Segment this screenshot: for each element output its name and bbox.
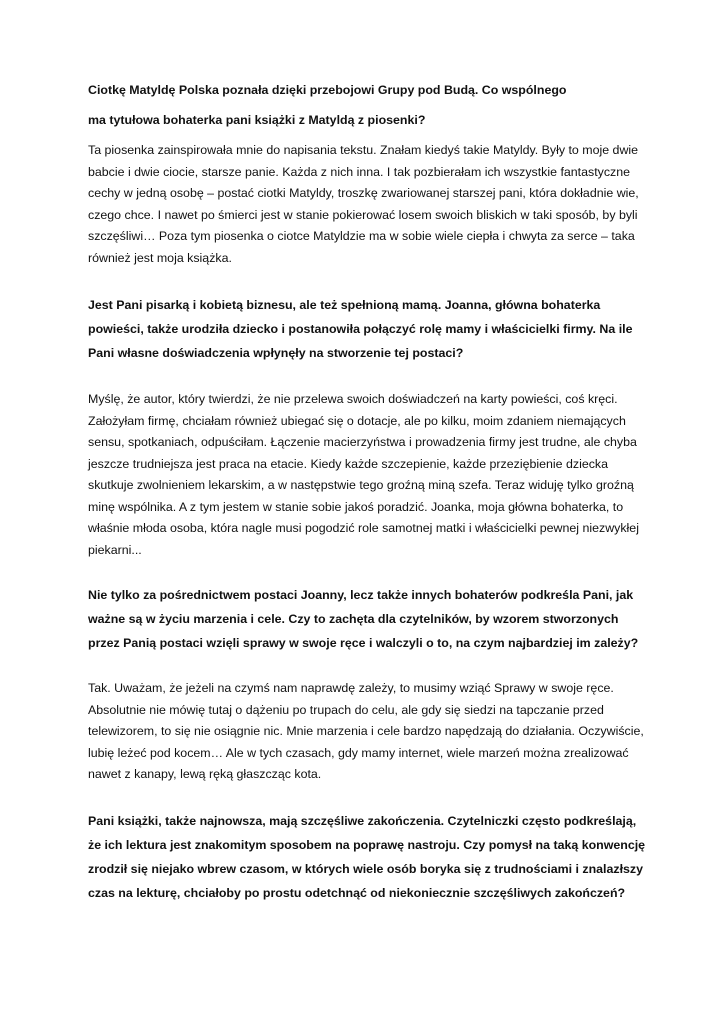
answer-3: Tak. Uważam, że jeżeli na czymś nam naprawdę zależy, to musimy wziąć Sprawy w swoje ręce. Absolutnie nie mówię tutaj o dążeniu po trupach do celu, ale gdy się siedzi na tapczanie przed telewizorem, to się nie osiągnie nic. Mnie marzenia i cele bardzo napędzają do działania. Oczywiście, lubię leżeć pod kocem… Ale w tych czasach, gdy mamy internet, wiele marzeń można zrealizować nawet z kanapy, lewą ręką głaszcząc kota. — [88, 681, 644, 781]
answer-2: Myślę, że autor, który twierdzi, że nie przelewa swoich doświadczeń na karty powieści, coś kręci. Założyłam firmę, chciałam również ubiegać się o dotacje, ale po kilku, moim zdaniem niemających sensu, spotkaniach, odpuściłam. Łączenie macierzyństwa i prowadzenia firmy jest trudne, ale chyba jeszcze trudniejsza jest praca na etacie. Kiedy każde szczepienie, każde przeziębienie dziecka skutkuje zwolnieniem lekarskim, a w następstwie tego groźną miną szefa. Teraz widuję tylko groźną minę wspólnika. A z tym jestem w stanie sobie jakoś poradzić. Joanka, moja główna bohaterka, to właśnie młoda osoba, która nagle musi pogodzić role samotnej matki i właścicielki pewnej niezwykłej piekarni... — [88, 392, 639, 557]
question-2: Jest Pani pisarką i kobietą biznesu, ale też spełnioną mamą. Joanna, główna bohaterka powieści, także urodziła dziecko i postanowiła połączyć rolę mamy i właścicielki firmy. Na ile Pani własne doświadczenia wpłynęły na stworzenie tej postaci? — [88, 298, 633, 360]
question-3: Nie tylko za pośrednictwem postaci Joanny, lecz także innych bohaterów podkreśla Pani, jak ważne są w życiu marzenia i cele. Czy to zachęta dla czytelników, by wzorem stworzonych przez Panią postaci wzięli sprawy w swoje ręce i walczyli o to, na czym najbardziej im zależy? — [88, 588, 639, 650]
question-4: Pani książki, także najnowsza, mają szczęśliwe zakończenia. Czytelniczki często podkreślają, że ich lektura jest znakomitym sposobem na poprawę nastroju. Czy pomysł na taką konwencję zrodził się niejako wbrew czasom, w których wiele osób boryka się z trudnościami i znalazłszy czas na lekturę, chciałoby po prostu odetchnąć od niekoniecznie szczęśliwych zakończeń? — [88, 813, 646, 900]
question-1-line-2: ma tytułowa bohaterka pani książki z Matyldą z piosenki? — [88, 113, 426, 127]
answer-1: Ta piosenka zainspirowała mnie do napisania tekstu. Znałam kiedyś takie Matyldy. Były to moje dwie babcie i dwie ciocie, starsze panie. Każda z nich inna. I tak pozbierałam ich wszystkie fantastyczne cechy w jedną osobę – postać ciotki Matyldy, troszkę zwariowanej starszej pani, która dokładnie wie, czego chce. I nawet po śmierci jest w stanie pokierować losem swoich bliskich w taki sposób, by byli szczęśliwi… Poza tym piosenka o ciotce Matyldzie ma w sobie wiele ciepła i chwyta za serce – taka również jest moja książka. — [88, 143, 639, 265]
document-page — [88, 78, 648, 905]
question-1-line-1: Ciotkę Matyldę Polska poznała dzięki przebojowi Grupy pod Budą. Co wspólnego — [88, 83, 567, 97]
